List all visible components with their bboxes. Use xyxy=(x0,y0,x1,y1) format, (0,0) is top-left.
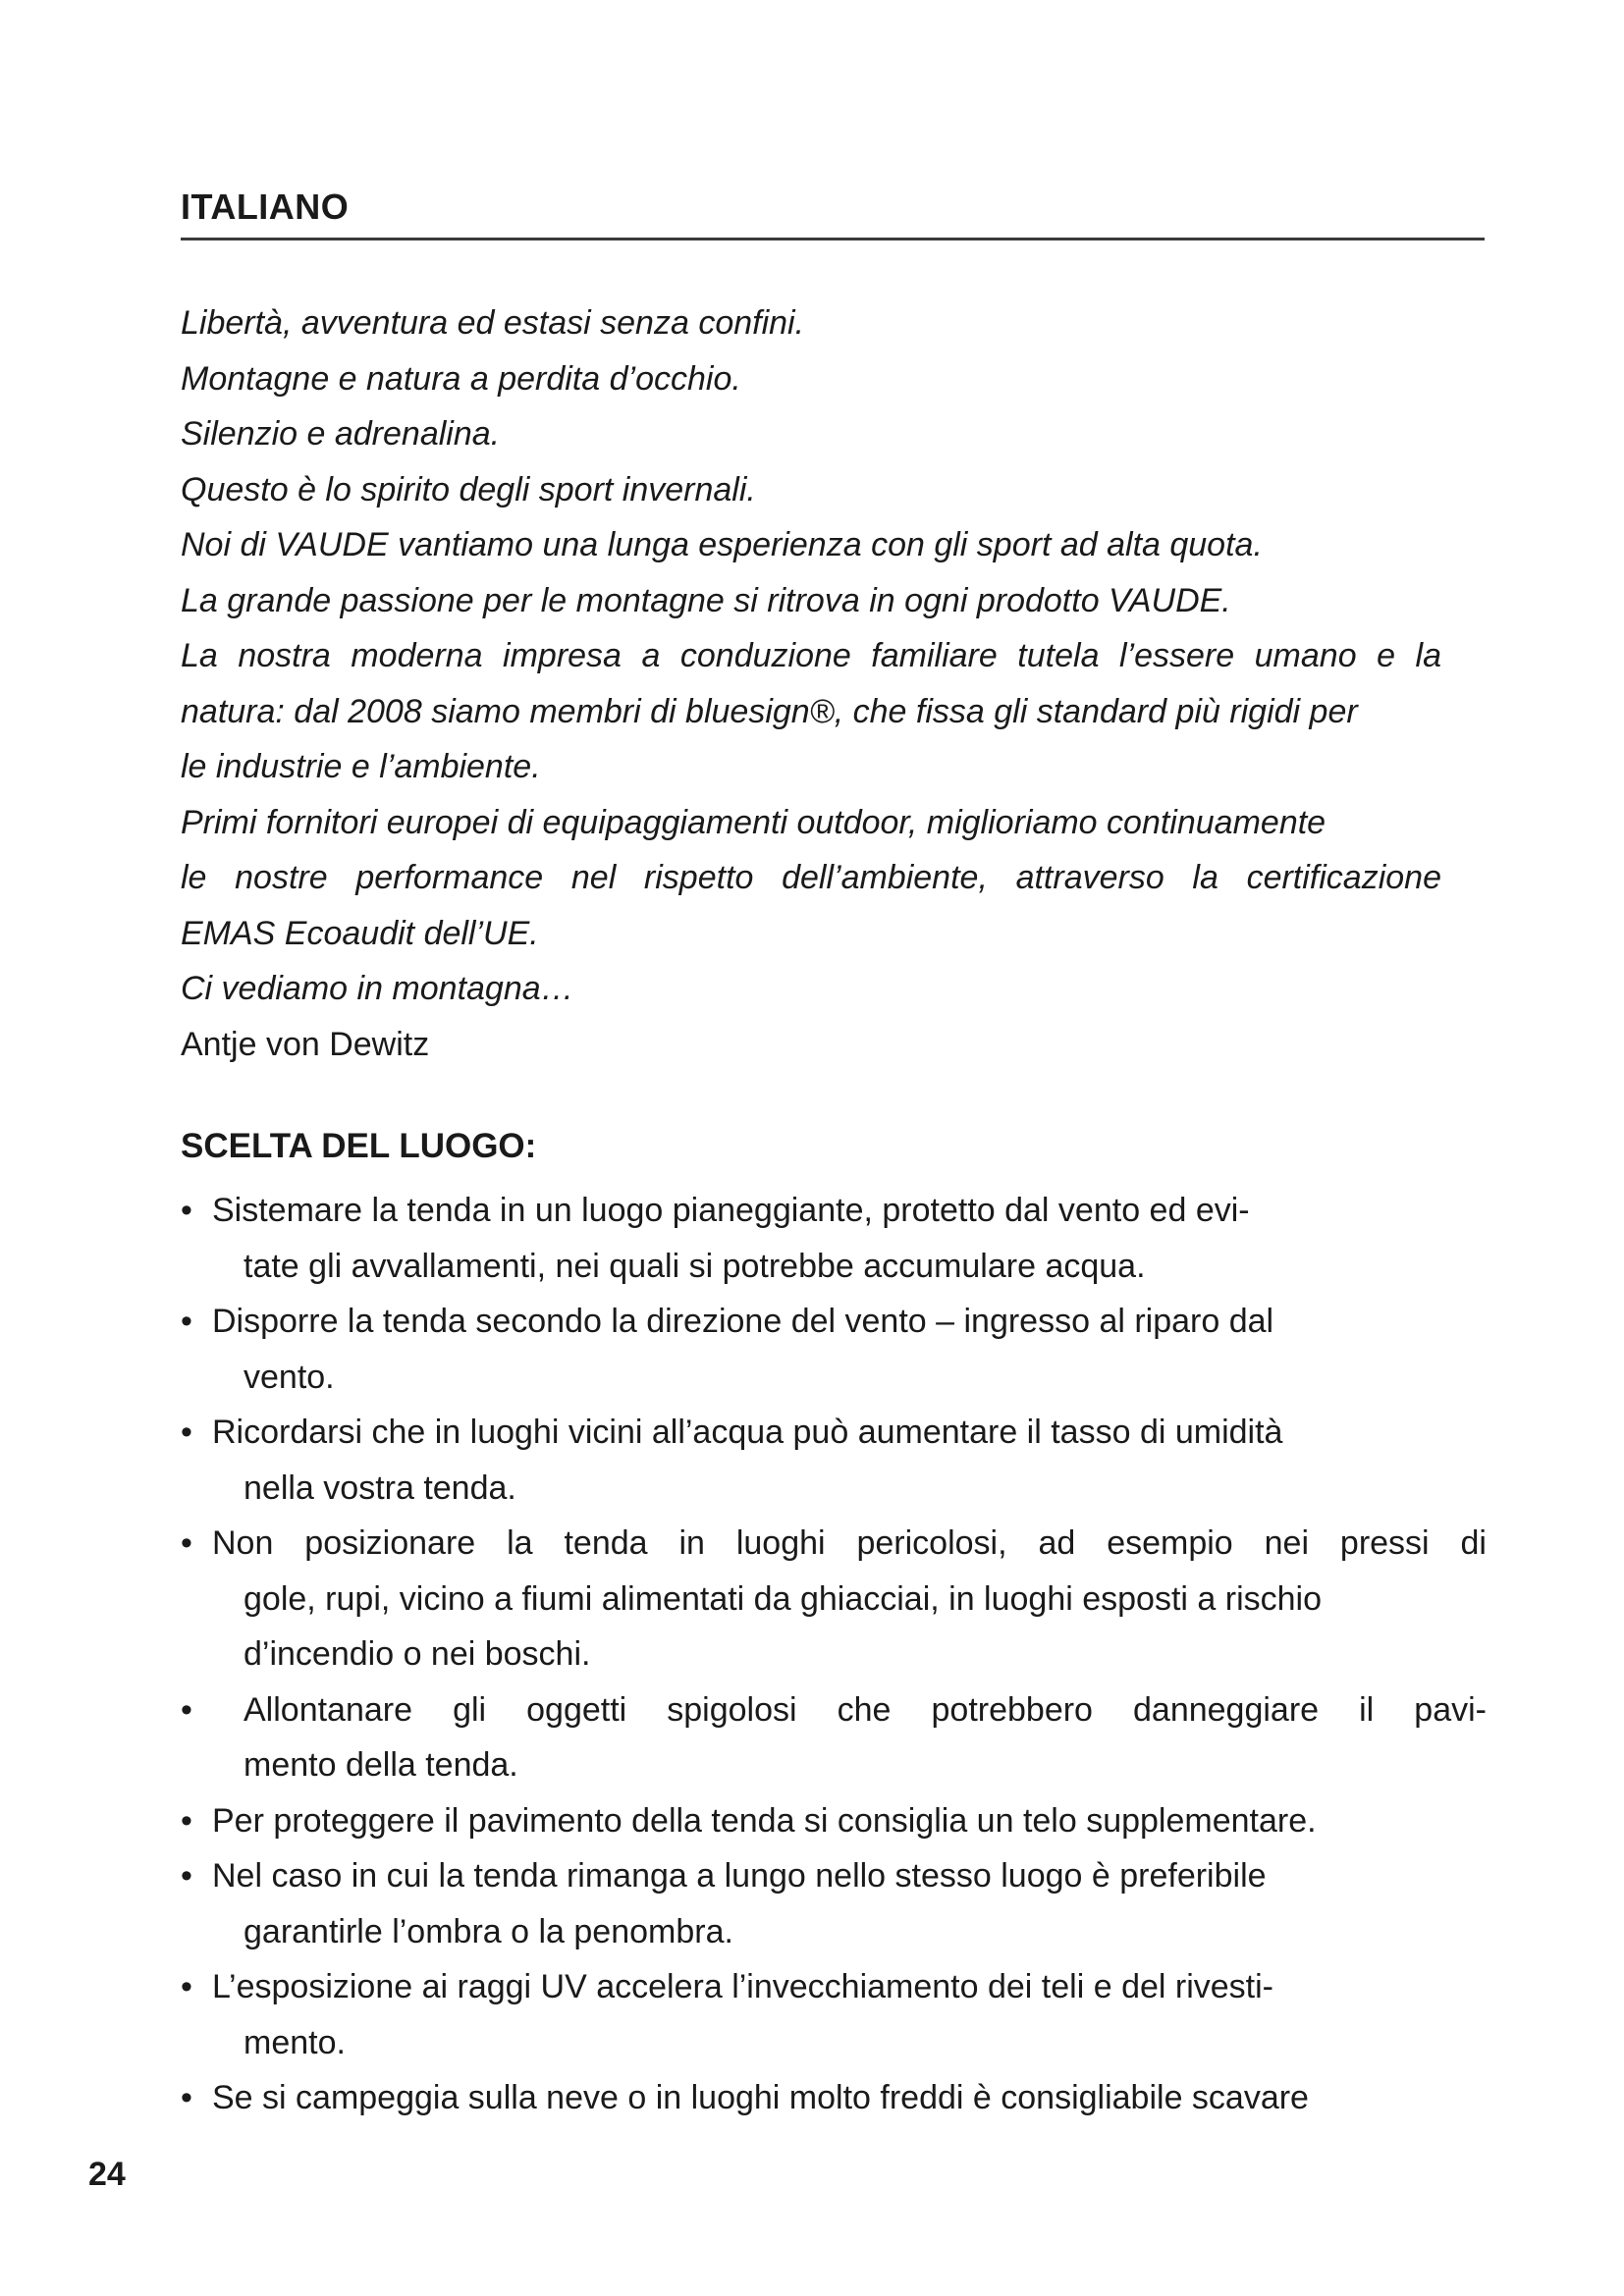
list-item-line: Disporre la tenda secondo la direzione del vento – ingresso al riparo dal xyxy=(212,1303,1274,1340)
list-item xyxy=(181,1516,1487,1682)
list-item xyxy=(181,1294,1487,1405)
list-item-line: L’esposizione ai raggi UV accelera l’invecchiamento dei teli e del rivesti- xyxy=(212,1968,1273,2005)
intro-text xyxy=(181,295,1457,1072)
bullet-icon: • xyxy=(181,1414,192,1451)
list-item xyxy=(181,1183,1487,1294)
list-item-line: Per proteggere il pavimento della tenda si consiglia un telo supplementare. xyxy=(212,1801,1317,1840)
list-item-line: mento della tenda. xyxy=(244,1746,518,1784)
bullet-icon: • xyxy=(181,1303,192,1340)
bullet-icon: • xyxy=(181,2079,192,2116)
intro-signature: Antje von Dewitz xyxy=(181,1025,430,1063)
list-item xyxy=(181,1793,1487,1849)
intro-line: La nostra moderna impresa a conduzione familiare tutela l’essere umano e la xyxy=(181,637,1441,674)
intro-line: le nostre performance nel rispetto dell’ambiente, attraverso la certificazione xyxy=(181,859,1441,896)
list-item xyxy=(181,1959,1487,2070)
list-item-line: Ricordarsi che in luoghi vicini all’acqua può aumentare il tasso di umidità xyxy=(212,1414,1283,1451)
intro-line: EMAS Ecoaudit dell’UE. xyxy=(181,914,539,952)
bullet-icon: • xyxy=(181,1690,192,1729)
bullet-list xyxy=(181,1183,1487,2126)
intro-line: Noi di VAUDE vantiamo una lunga esperienza con gli sport ad alta quota. xyxy=(181,526,1263,563)
section-heading: SCELTA DEL LUOGO: xyxy=(181,1127,537,1165)
list-item xyxy=(181,1848,1487,1959)
intro-line: natura: dal 2008 siamo membri di bluesign®, che fissa gli standard più rigidi per xyxy=(181,692,1358,730)
list-item-line: d’incendio o nei boschi. xyxy=(244,1635,591,1673)
list-item xyxy=(181,1682,1487,1793)
intro-line: Questo è lo spirito degli sport invernali. xyxy=(181,470,756,508)
list-item-line: nella vostra tenda. xyxy=(244,1468,516,1507)
list-item-line: vento. xyxy=(244,1358,335,1396)
bullet-icon: • xyxy=(181,1801,192,1840)
list-item-line: Se si campeggia sulla neve o in luoghi molto freddi è consigliabile scavare xyxy=(212,2079,1309,2116)
list-item-line: Sistemare la tenda in un luogo pianeggiante, protetto dal vento ed evi- xyxy=(212,1192,1250,1229)
language-heading: ITALIANO xyxy=(181,187,350,227)
intro-line: La grande passione per le montagne si ritrova in ogni prodotto VAUDE. xyxy=(181,581,1231,619)
bullet-icon: • xyxy=(181,1968,192,2005)
intro-line: le industrie e l’ambiente. xyxy=(181,748,541,785)
list-item-line: Non posizionare la tenda in luoghi pericolosi, ad esempio nei pressi di xyxy=(212,1524,1487,1562)
list-item-line: tate gli avvallamenti, nei quali si potrebbe accumulare acqua. xyxy=(244,1247,1146,1285)
intro-line: Libertà, avventura ed estasi senza confini. xyxy=(181,304,805,342)
intro-line: Montagne e natura a perdita d’occhio. xyxy=(181,359,741,398)
list-item xyxy=(181,2070,1487,2126)
intro-line: Ci vediamo in montagna… xyxy=(181,970,574,1007)
bullet-icon: • xyxy=(181,1857,192,1895)
list-item-line: garantirle l’ombra o la penombra. xyxy=(244,1912,733,1950)
heading-divider xyxy=(181,238,1485,240)
bullet-icon: • xyxy=(181,1192,192,1229)
page-number: 24 xyxy=(88,2156,126,2193)
bullet-icon: • xyxy=(181,1524,192,1562)
list-item-line: gole, rupi, vicino a fiumi alimentati da ghiacciai, in luoghi esposti a rischio xyxy=(244,1579,1323,1618)
list-item-line: Allontanare gli oggetti spigolosi che potrebbero danneggiare il pavi- xyxy=(244,1690,1487,1729)
intro-line: Primi fornitori europei di equipaggiamenti outdoor, miglioriamo continuamente xyxy=(181,803,1326,841)
list-item-line: Nel caso in cui la tenda rimanga a lungo nello stesso luogo è preferibile xyxy=(212,1857,1267,1895)
list-item xyxy=(181,1405,1487,1516)
list-item-line: mento. xyxy=(244,2023,346,2061)
intro-line: Silenzio e adrenalina. xyxy=(181,415,501,453)
